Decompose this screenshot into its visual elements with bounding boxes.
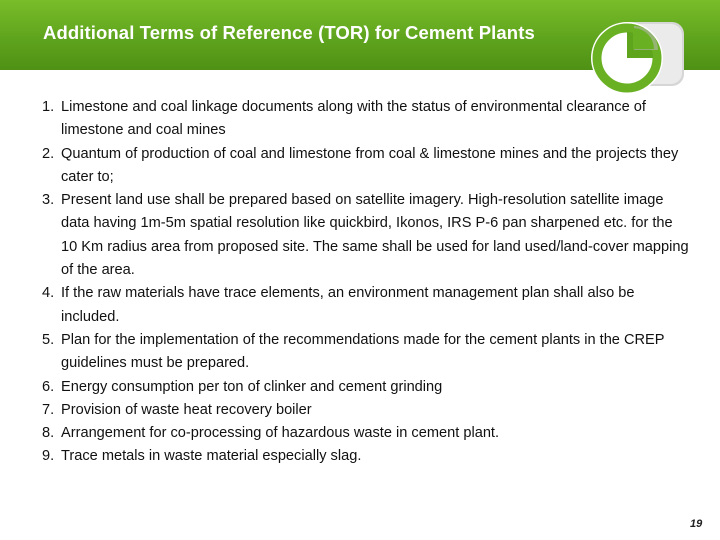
list-item xyxy=(42,282,692,329)
item-number: 8. xyxy=(42,425,55,442)
item-number: 4. xyxy=(42,285,55,302)
item-text: Limestone and coal linkage documents along with the status of environmental clearance of limestone and coal mines xyxy=(61,99,646,139)
page-number: 19 xyxy=(690,518,703,530)
list-item xyxy=(42,189,692,282)
item-text: Arrangement for co-processing of hazardous waste in cement plant. xyxy=(61,425,500,442)
list-item xyxy=(42,376,692,399)
item-text: If the raw materials have trace elements, an environment management plan shall also be included. xyxy=(61,285,635,325)
list-item xyxy=(42,143,692,190)
item-text: Trace metals in waste material especially slag. xyxy=(61,448,362,465)
list-item xyxy=(42,329,692,376)
list-item xyxy=(42,445,692,468)
item-text: Plan for the implementation of the recommendations made for the cement plants in the CREP guidelines must be prepared. xyxy=(61,331,665,372)
item-text: Present land use shall be prepared based on satellite imagery. High-resolution satellite image data having 1m-5m spatial resolution like quickbird, Ikonos, IRS P-6 pan sharpened etc. for the 10 Km radius area from proposed site. The same shall be used for land used/land-cover mapping of the area. xyxy=(61,192,689,279)
list-item xyxy=(42,399,692,422)
slide-title: Additional Terms of Reference (TOR) for Cement Plants xyxy=(43,22,535,43)
item-text: Energy consumption per ton of clinker and cement grinding xyxy=(61,378,443,395)
list-item xyxy=(42,422,692,445)
item-number: 6. xyxy=(42,378,55,395)
item-text: Quantum of production of coal and limestone from coal & limestone mines and the projects they cater to; xyxy=(61,145,679,185)
item-number: 7. xyxy=(42,401,55,418)
tor-list xyxy=(42,96,692,469)
green-ring-pie-logo-icon xyxy=(586,16,690,98)
item-number: 3. xyxy=(42,192,55,209)
item-number: 2. xyxy=(42,145,55,162)
item-text: Provision of waste heat recovery boiler xyxy=(61,401,312,418)
item-number: 5. xyxy=(42,331,55,348)
item-number: 1. xyxy=(42,99,55,115)
item-number: 9. xyxy=(42,448,55,465)
list-item xyxy=(42,96,692,143)
